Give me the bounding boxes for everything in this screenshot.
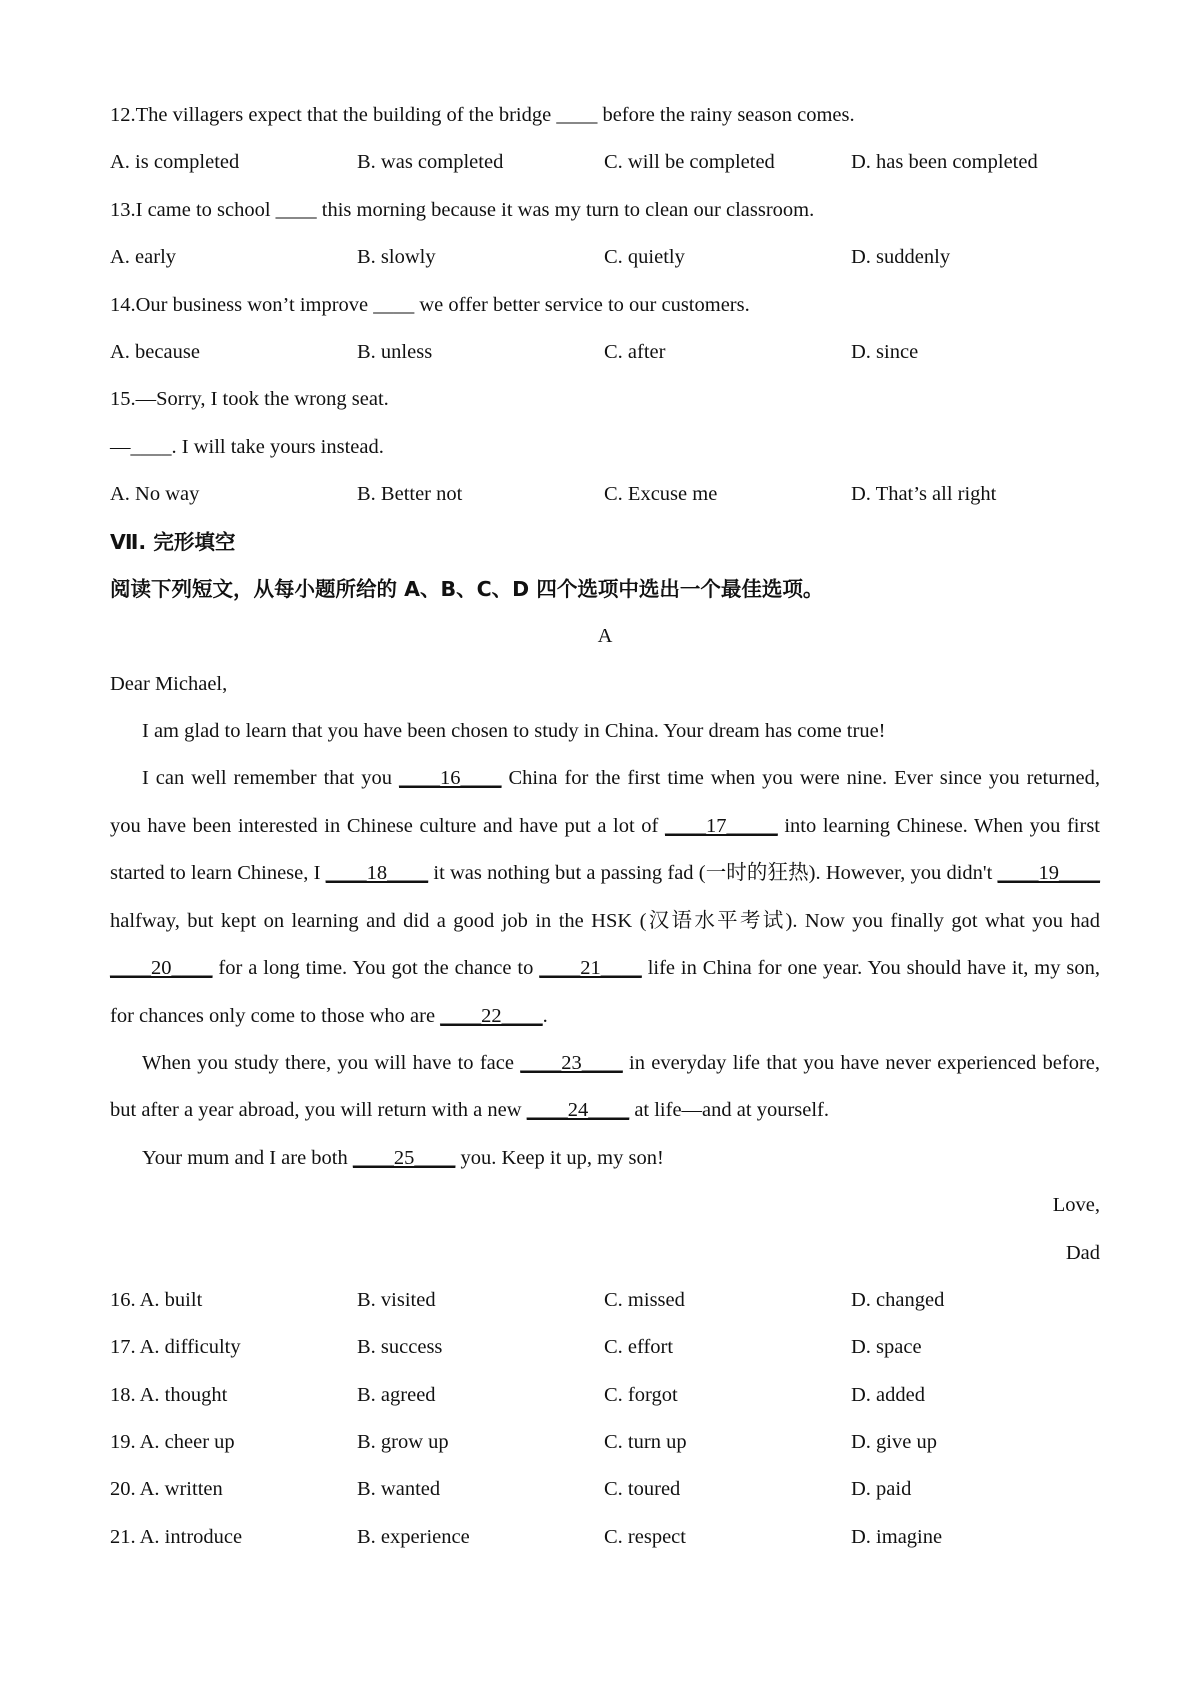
option-a: 20. A. written bbox=[110, 1478, 223, 1501]
question-14-options bbox=[110, 329, 1100, 376]
option-b: B. Better not bbox=[357, 483, 463, 506]
section-title: Ⅶ. 完形填空 bbox=[110, 529, 236, 554]
blank-19: ____19____ bbox=[997, 862, 1101, 885]
option-b: B. unless bbox=[357, 340, 433, 363]
option-a: 17. A. difficulty bbox=[110, 1336, 241, 1359]
option-a: A. early bbox=[110, 246, 177, 269]
option-b: B. slowly bbox=[357, 246, 436, 269]
question-13-stem: 13.I came to school ____ this morning because it was my turn to clean our classroom. bbox=[110, 198, 815, 221]
option-b: B. was completed bbox=[357, 151, 504, 174]
option-a: 19. A. cheer up bbox=[110, 1431, 235, 1454]
blank-21: ____21____ bbox=[539, 957, 642, 980]
option-b: B. visited bbox=[357, 1288, 436, 1311]
letter-salutation: Dear Michael, bbox=[110, 672, 228, 695]
option-b: B. success bbox=[357, 1336, 443, 1359]
question-21-options bbox=[110, 1514, 1100, 1561]
option-c: C. after bbox=[604, 340, 666, 363]
paragraph-text: at life—and at yourself. bbox=[629, 1099, 829, 1122]
option-d: D. space bbox=[851, 1336, 922, 1359]
option-c: C. will be completed bbox=[604, 151, 775, 174]
question-16-options bbox=[110, 1277, 1100, 1324]
paragraph-text: Your mum and I are both bbox=[142, 1146, 353, 1169]
blank-25: ____25____ bbox=[352, 1146, 456, 1169]
option-b: B. experience bbox=[357, 1525, 470, 1548]
paragraph-text: it was nothing but a passing fad (一时的狂热). However, you didn't bbox=[428, 862, 998, 885]
option-a: 18. A. thought bbox=[110, 1383, 228, 1406]
blank-23: ____23____ bbox=[520, 1051, 623, 1074]
paragraph-text: life in China for one year. You should have it, my son, for chances only come to those who are bbox=[110, 957, 1100, 1027]
letter-paragraph-3 bbox=[110, 1040, 1100, 1135]
option-d: D. since bbox=[851, 340, 919, 363]
paragraph-text: I am glad to learn that you have been chosen to study in China. Your dream has come true! bbox=[142, 720, 886, 743]
paragraph-text: . bbox=[542, 1004, 548, 1027]
option-a: 21. A. introduce bbox=[110, 1525, 243, 1548]
option-d: D. suddenly bbox=[851, 246, 951, 269]
option-c: C. effort bbox=[604, 1336, 674, 1359]
option-c: C. forgot bbox=[604, 1383, 678, 1406]
question-19-options bbox=[110, 1419, 1100, 1466]
question-18-options bbox=[110, 1372, 1100, 1419]
paragraph-text: When you study there, you will have to face bbox=[142, 1051, 521, 1074]
passage-label: A bbox=[597, 625, 613, 648]
question-14-stem: 14.Our business won’t improve ____ we offer better service to our customers. bbox=[110, 293, 750, 316]
letter-paragraph-1 bbox=[110, 708, 1100, 755]
paragraph-text: I can well remember that you bbox=[142, 767, 400, 790]
section-instruction: 阅读下列短文，从每小题所给的 A、B、C、D 四个选项中选出一个最佳选项。 bbox=[110, 576, 824, 601]
question-13-options bbox=[110, 234, 1100, 281]
option-d: D. has been completed bbox=[851, 151, 1038, 174]
option-a: 16. A. built bbox=[110, 1288, 203, 1311]
letter-paragraph-2 bbox=[110, 755, 1100, 1039]
option-a: A. is completed bbox=[110, 151, 240, 174]
paragraph-text: into learning Chinese. When you first started to learn Chinese, I bbox=[110, 814, 1100, 885]
letter-paragraph-4 bbox=[110, 1135, 1100, 1182]
question-15-options bbox=[110, 471, 1100, 518]
option-c: C. toured bbox=[604, 1478, 681, 1501]
option-d: D. added bbox=[851, 1383, 926, 1406]
option-b: B. agreed bbox=[357, 1383, 436, 1406]
question-12-stem: 12.The villagers expect that the building of the bridge ____ before the rainy season comes. bbox=[110, 104, 855, 126]
letter-signature: Dad bbox=[1065, 1241, 1100, 1264]
blank-16: ____16____ bbox=[399, 767, 502, 790]
blank-22: ____22____ bbox=[440, 1004, 543, 1027]
question-20-options bbox=[110, 1466, 1100, 1513]
option-d: D. changed bbox=[851, 1288, 945, 1311]
paragraph-text: for a long time. You got the chance to bbox=[212, 957, 540, 980]
question-15-stem: 15.—Sorry, I took the wrong seat. bbox=[110, 388, 389, 411]
option-c: C. respect bbox=[604, 1525, 686, 1548]
blank-20: ____20____ bbox=[110, 957, 213, 980]
paragraph-text: China for the first time when you were nine. Ever since you returned, you have been interested in Chinese culture and have put a lot of bbox=[110, 767, 1101, 837]
page-content bbox=[110, 0, 1100, 1561]
option-a: A. because bbox=[110, 340, 200, 363]
paragraph-text: in everyday life that you have never experienced before, but after a year abroad, you will return with a new bbox=[110, 1051, 1100, 1122]
paragraph-text: halfway, but kept on learning and did a good job in the HSK (汉语水平考试). Now you finally got what you had bbox=[110, 909, 1100, 932]
option-d: D. That’s all right bbox=[851, 483, 997, 506]
option-b: B. wanted bbox=[357, 1478, 441, 1501]
option-c: C. missed bbox=[604, 1288, 685, 1311]
option-c: C. quietly bbox=[604, 246, 685, 269]
letter-closing: Love, bbox=[1052, 1194, 1100, 1217]
blank-17: ____17_____ bbox=[665, 814, 778, 837]
option-d: D. give up bbox=[851, 1431, 937, 1454]
option-b: B. grow up bbox=[357, 1431, 449, 1454]
option-d: D. imagine bbox=[851, 1525, 943, 1548]
blank-18: ____18____ bbox=[325, 862, 429, 885]
question-17-options bbox=[110, 1324, 1100, 1371]
option-d: D. paid bbox=[851, 1478, 912, 1501]
question-12-options bbox=[110, 139, 1100, 186]
question-15-reply: —____. I will take yours instead. bbox=[110, 435, 384, 458]
option-a: A. No way bbox=[110, 483, 200, 506]
blank-24: ____24____ bbox=[526, 1099, 630, 1122]
paragraph-text: you. Keep it up, my son! bbox=[455, 1146, 664, 1169]
option-c: C. Excuse me bbox=[604, 483, 718, 506]
option-c: C. turn up bbox=[604, 1431, 687, 1454]
